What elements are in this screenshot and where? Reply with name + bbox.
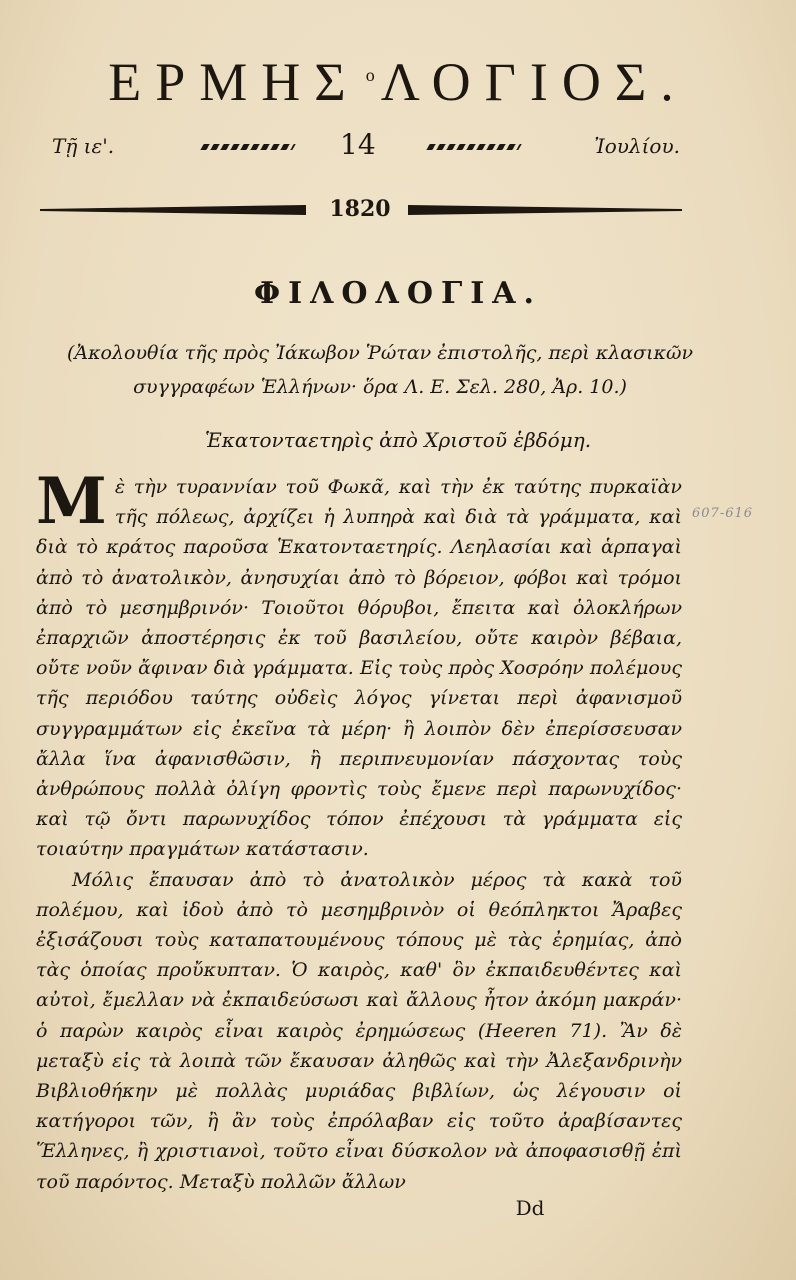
rule-bar-right <box>408 205 682 215</box>
masthead <box>40 40 756 110</box>
dropcap: Μ <box>36 464 107 539</box>
body-text <box>36 464 682 1193</box>
masthead-title-left: ΕΡΜΗΣ <box>108 52 360 112</box>
issue-meta-row <box>40 128 680 168</box>
paragraph-1 <box>36 464 682 865</box>
section-subheading: Ἑκατονταετηρὶς ἀπὸ Χριστοῦ ἑβδόμη. <box>204 428 592 452</box>
paragraph-1-text: ὲ τὴν τυραννίαν τοῦ Φωκᾶ, καὶ τὴν ἐκ ταύτης πυρκαϊὰν τῆς πόλεως, ἀρχίζει ἡ λυπηρὰ καὶ διὰ τὰ γράμματα, καὶ διὰ τὸ κράτος παροῦσα Ἑκατονταετηρίς. Λεηλασίαι καὶ ἁρπαγαὶ ἀπὸ τὸ ἀνατολικὸν, ἀνησυχίαι ἀπὸ τὸ βόρειον, φόβοι καὶ τρόμοι ἀπὸ τὸ μεσημβρινόν· Τοιοῦτοι θόρυβοι, ἔπειτα καὶ ὁλοκλήρων ἐπαρχιῶν ἀποστέρησις ἐκ τοῦ βασιλείου, οὔτε καιρὸν βέβαια, οὔτε νοῦν ἄφιναν διὰ γράμματα. Εἰς τοὺς πρὸς Χοσρόην πολέμους τῆς περιόδου ταύτης οὐδεὶς λόγος γίνεται περὶ ἀφανισμοῦ συγγραμμάτων εἰς ἐκεῖνα τὰ μέρη· ἢ λοιπὸν δὲν ἐπερίσσευσαν ἄλλα ἵνα ἀφανισθῶσιν, ἢ περιπνευμονίαν πάσχοντας τοὺς ἀνθρώπους πολλὰ ὀλίγη φροντὶς τοὺς ἔμενε περὶ παρωνυχίδος· καὶ τῷ ὄντι παρωνυχίδος τόπον ἐπέχουσι τὰ γράμματα εἰς τοιαύτην πραγμάτων κατάστασιν. <box>36 476 682 861</box>
section-note: (Ἀκολουθία τῆς πρὸς Ἰάκωβον Ῥώταν ἐπιστολῆς, περὶ κλασικῶν συγγραφέων Ἑλλήνων· ὅρα Λ. Ε. Σελ. 280, Ἀρ. 10.) <box>66 342 694 398</box>
rule-bar-left <box>40 205 306 215</box>
issue-number: 14 <box>340 128 376 161</box>
ornament-wave-right <box>426 144 521 150</box>
issue-date: Τῇ ιε'. <box>52 134 115 158</box>
issue-year: 1820 <box>329 196 391 222</box>
issue-month: Ἰουλίου. <box>594 134 680 158</box>
ornament-wave-left <box>200 144 295 150</box>
masthead-title-right: ΛΟΓΙΟΣ. <box>380 52 688 112</box>
section-title: ΦΙΛΟΛΟΓΙΑ. <box>253 276 543 311</box>
signature-mark: Dd <box>515 1196 545 1220</box>
year-rule <box>40 196 682 226</box>
margin-note: 607-616 <box>692 506 754 521</box>
masthead-article: ο <box>365 65 375 85</box>
paragraph-2: Μόλις ἔπαυσαν ἀπὸ τὸ ἀνατολικὸν μέρος τὰ κακὰ τοῦ πολέμου, καὶ ἰδοὺ ἀπὸ τὸ μεσημβρινὸν οἱ θεόπληκτοι Ἄραβες ἐξισάζουσι τοὺς καταπατουμένους τόπους μὲ τὰς ἐρημίας, ἀπὸ τὰς ὁποίας προὔκυπταν. Ὁ καιρὸς, καθ' ὃν ἐκπαιδευθέντες καὶ αὐτοὶ, ἔμελλαν νὰ ἐκπαιδεύσωσι καὶ ἄλλους ἦτον ἀκόμη μακράν· ὁ παρὼν καιρὸς εἶναι καιρὸς ἐρημώσεως (Heeren 71). Ἂν δὲ μεταξὺ εἰς τὰ λοιπὰ τῶν ἔκαυσαν ἀληθῶς καὶ τὴν Ἀλεξανδρινὴν Βιβλιοθήκην μὲ πολλὰς μυριάδας βιβλίων, ὡς λέγουσιν οἱ κατήγοροι τῶν, ἢ ἂν τοὺς ἐπρόλαβαν εἰς τοῦτο ἀραβίσαντες Ἕλληνες, ἢ χριστιανοὶ, τοῦτο εἶναι δύσκολον νὰ ἀποφασισθῇ ἐπὶ τοῦ παρόντος. Μεταξὺ πολλῶν ἄλλων <box>36 868 682 1193</box>
